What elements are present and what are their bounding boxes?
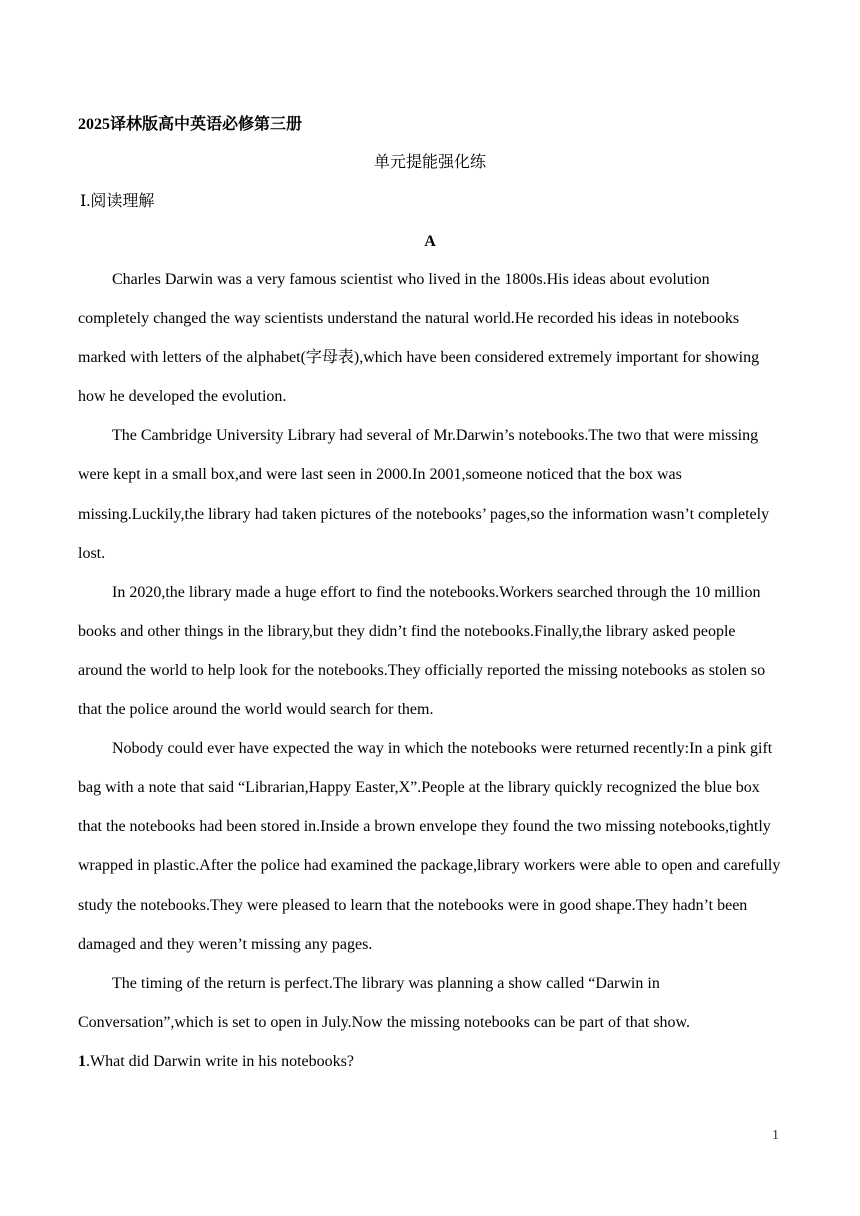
document-title: 2025译林版高中英语必修第三册 bbox=[78, 116, 303, 133]
paragraph: Nobody could ever have expected the way in which the notebooks were returned recently:In a pink gift bag with a note that said “Librarian,Happy Easter,X”.People at the library quickly recognized the blue box that the notebooks had been stored in.Inside a brown envelope they found the two missing notebooks,tightly wrapped in plastic.After the police had examined the package,library workers were able to open and carefully study the notebooks.They were pleased to learn that the notebooks were in good shape.They hadn’t been damaged and they weren’t missing any pages. bbox=[78, 740, 781, 953]
paragraph: The timing of the return is perfect.The library was planning a show called “Darwin in Conversation”,which is set to open in July.Now the missing notebooks can be part of that show. bbox=[78, 974, 691, 1031]
paragraph: The Cambridge University Library had several of Mr.Darwin’s notebooks.The two that were missing were kept in a small box,and were last seen in 2000.In 2001,someone noticed that the box was missing.Luckily,the library had taken pictures of the notebooks’ pages,so the information wasn’t completely lost. bbox=[78, 427, 770, 562]
question-text: .What did Darwin write in his notebooks? bbox=[86, 1052, 354, 1070]
passage-label: A bbox=[424, 233, 436, 250]
page-number: 1 bbox=[772, 1128, 779, 1143]
document-subtitle: 单元提能强化练 bbox=[373, 154, 486, 171]
question bbox=[78, 1042, 782, 1081]
question-number: 1 bbox=[78, 1052, 86, 1070]
paragraph: In 2020,the library made a huge effort to find the notebooks.Workers searched through the 10 million books and other things in the library,but they didn’t find the notebooks.Finally,the library asked people around the world to help look for the notebooks.They officially reported the missing notebooks as stolen so that the police around the world would search for them. bbox=[78, 583, 766, 719]
paragraph: Charles Darwin was a very famous scientist who lived in the 1800s.His ideas about evolution completely changed the way scientists understand the natural world.He recorded his ideas in notebooks marked with letters of the alphabet(字母表),which have been considered extremely important for showing how he developed the evolution. bbox=[78, 271, 760, 406]
section-heading: Ⅰ.阅读理解 bbox=[80, 193, 155, 210]
passage-body bbox=[78, 260, 782, 1081]
